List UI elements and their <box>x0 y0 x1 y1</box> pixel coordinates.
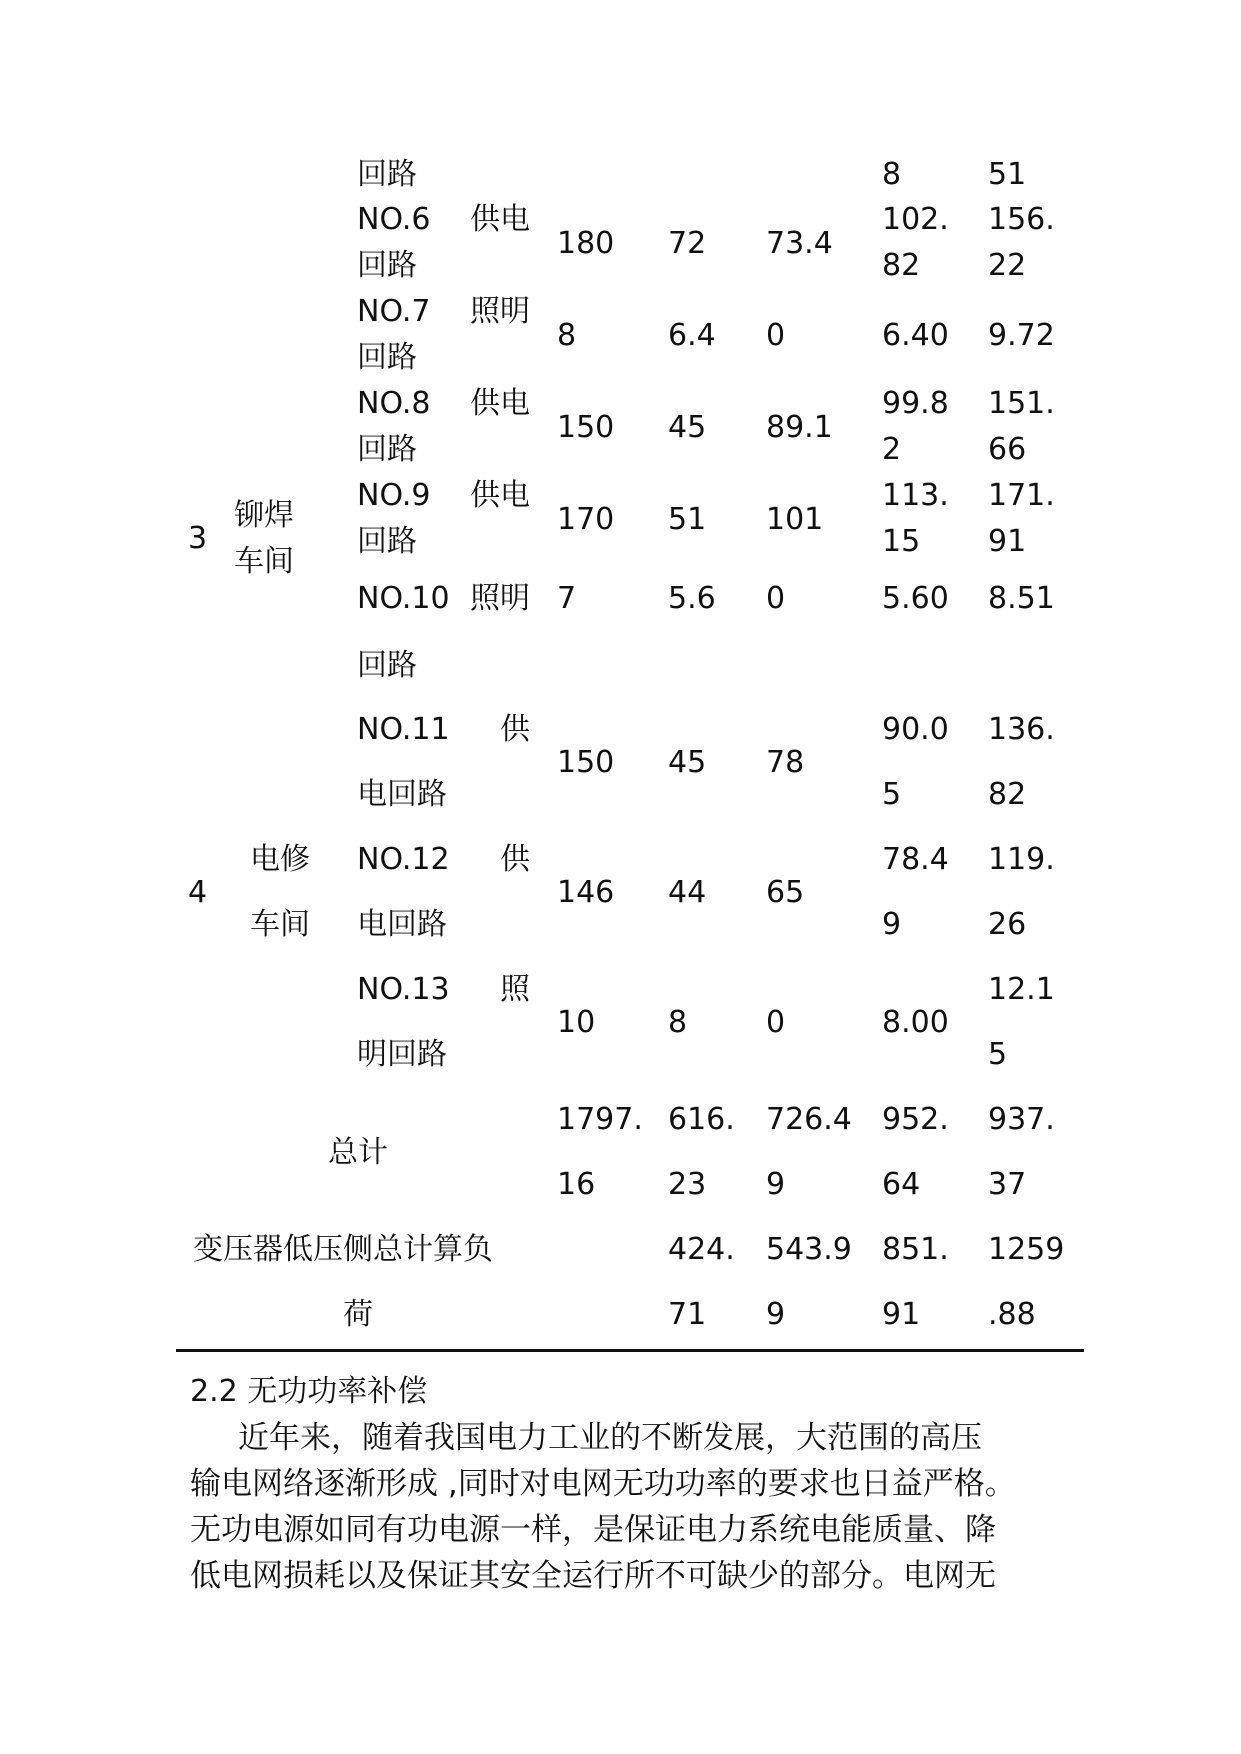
transformer-label-a: 变压器低压侧总计算负 <box>193 1232 493 1267</box>
total-c6b: 23 <box>668 1167 707 1202</box>
row-r10-c7: 0 <box>766 581 786 616</box>
total-label: 总计 <box>328 1135 388 1170</box>
row-r11-type: 供 <box>500 712 530 747</box>
row-r8-c5: 150 <box>557 410 615 445</box>
row-r13-c9b: 5 <box>988 1037 1008 1072</box>
total-c5a: 1797. <box>557 1102 643 1137</box>
paragraph-line: 无功电源如同有功电源一样，是保证电力系统电能质量、降 <box>190 1512 996 1548</box>
row-r6-circuit: NO.6 <box>357 202 431 237</box>
row-r11-c9a: 136. <box>988 712 1055 747</box>
transformer-label-b: 荷 <box>343 1297 373 1332</box>
transformer-c7a: 543.9 <box>766 1232 852 1267</box>
group4-name-a: 电修 <box>250 842 310 877</box>
row-r7-c6: 6.4 <box>668 318 716 353</box>
row-r7-circuit: NO.7 <box>357 294 431 329</box>
paragraph-line: 近年来，随着我国电力工业的不断发展，大范围的高压 <box>238 1420 982 1456</box>
row-r9-c9a: 171. <box>988 478 1055 513</box>
row-r7-c8a: 6.40 <box>882 318 949 353</box>
group3-name-b: 车间 <box>234 544 294 579</box>
row-r8-circuit: NO.8 <box>357 386 431 421</box>
row-r9-c6: 51 <box>668 502 707 537</box>
row-r12-c8b: 9 <box>882 907 902 942</box>
row-r6-c9a: 156. <box>988 202 1055 237</box>
total-c7a: 726.4 <box>766 1102 852 1137</box>
total-c9b: 37 <box>988 1167 1027 1202</box>
row-r12-c8a: 78.4 <box>882 842 949 877</box>
row-r11-c8b: 5 <box>882 777 902 812</box>
row-r5-value-a: 8 <box>882 157 902 192</box>
group3-number: 3 <box>188 521 208 556</box>
row-r12-c6: 44 <box>668 875 707 910</box>
row-r12-circuit-b: 电回路 <box>357 907 447 942</box>
row-r5-circuit-tail: 回路 <box>357 157 417 192</box>
row-r9-c5: 170 <box>557 502 615 537</box>
row-r13-c7: 0 <box>766 1005 786 1040</box>
transformer-c6a: 424. <box>668 1232 735 1267</box>
transformer-c9b: .88 <box>988 1297 1036 1332</box>
row-r8-c8a: 99.8 <box>882 386 949 421</box>
row-r6-type: 供电 <box>470 202 530 237</box>
row-r7-c9a: 9.72 <box>988 318 1055 353</box>
row-r6-c5: 180 <box>557 226 615 261</box>
row-r13-c5: 10 <box>557 1005 596 1040</box>
transformer-c9a: 1259 <box>988 1232 1065 1267</box>
row-r11-c9b: 82 <box>988 777 1027 812</box>
group3-name-a: 铆焊 <box>234 498 294 533</box>
row-r8-type: 供电 <box>470 386 530 421</box>
paragraph-line: 低电网损耗以及保证其安全运行所不可缺少的部分。电网无 <box>190 1558 996 1594</box>
row-r10-c5: 7 <box>557 581 577 616</box>
row-r8-circuit-b: 回路 <box>357 432 417 467</box>
row-r8-c7: 89.1 <box>766 410 833 445</box>
row-r10-c9a: 8.51 <box>988 581 1055 616</box>
row-r11-circuit-b: 电回路 <box>357 777 447 812</box>
transformer-c8a: 851. <box>882 1232 949 1267</box>
row-r11-c5: 150 <box>557 745 615 780</box>
row-r12-type: 供 <box>500 842 530 877</box>
row-r8-c9b: 66 <box>988 432 1027 467</box>
table-bottom-rule <box>176 1349 1084 1352</box>
row-r13-c9a: 12.1 <box>988 972 1055 1007</box>
row-r6-circuit-b: 回路 <box>357 248 417 283</box>
row-r9-c9b: 91 <box>988 524 1027 559</box>
row-r8-c9a: 151. <box>988 386 1055 421</box>
row-r11-c7: 78 <box>766 745 805 780</box>
row-r12-c5: 146 <box>557 875 615 910</box>
row-r7-c5: 8 <box>557 318 577 353</box>
row-r10-type: 照明 <box>470 581 530 616</box>
group4-number: 4 <box>188 875 208 910</box>
total-c9a: 937. <box>988 1102 1055 1137</box>
row-r11-circuit: NO.11 <box>357 712 450 747</box>
row-r6-c8a: 102. <box>882 202 949 237</box>
row-r13-circuit-b: 明回路 <box>357 1037 447 1072</box>
row-r9-c8a: 113. <box>882 478 949 513</box>
section-paragraph <box>190 1415 1080 1599</box>
row-r6-c8b: 82 <box>882 248 921 283</box>
row-r6-c9b: 22 <box>988 248 1027 283</box>
total-c7b: 9 <box>766 1167 786 1202</box>
row-r9-circuit-b: 回路 <box>357 524 417 559</box>
row-r9-c8b: 15 <box>882 524 921 559</box>
row-r7-circuit-b: 回路 <box>357 340 417 375</box>
total-c6a: 616. <box>668 1102 735 1137</box>
row-r12-c7: 65 <box>766 875 805 910</box>
row-r13-type: 照 <box>500 972 530 1007</box>
row-r7-c7: 0 <box>766 318 786 353</box>
row-r13-circuit: NO.13 <box>357 972 450 1007</box>
total-c8a: 952. <box>882 1102 949 1137</box>
row-r6-c7: 73.4 <box>766 226 833 261</box>
paragraph-line: 输电网络逐渐形成 ,同时对电网无功功率的要求也日益严格。 <box>190 1466 1016 1502</box>
row-r8-c6: 45 <box>668 410 707 445</box>
row-r8-c8b: 2 <box>882 432 902 467</box>
row-r11-c8a: 90.0 <box>882 712 949 747</box>
group4-name-b: 车间 <box>250 907 310 942</box>
transformer-c6b: 71 <box>668 1297 707 1332</box>
row-r13-c6: 8 <box>668 1005 688 1040</box>
transformer-c8b: 91 <box>882 1297 921 1332</box>
row-r10-circuit-b: 回路 <box>357 648 417 683</box>
row-r12-circuit: NO.12 <box>357 842 450 877</box>
row-r12-c9b: 26 <box>988 907 1027 942</box>
row-r9-c7: 101 <box>766 502 824 537</box>
row-r9-circuit: NO.9 <box>357 478 431 513</box>
row-r9-type: 供电 <box>470 478 530 513</box>
total-c5b: 16 <box>557 1167 596 1202</box>
row-r10-c8a: 5.60 <box>882 581 949 616</box>
row-r10-circuit: NO.10 <box>357 581 450 616</box>
row-r5-value-b: 51 <box>988 157 1027 192</box>
row-r11-c6: 45 <box>668 745 707 780</box>
row-r12-c9a: 119. <box>988 842 1055 877</box>
row-r7-type: 照明 <box>470 294 530 329</box>
row-r6-c6: 72 <box>668 226 707 261</box>
row-r13-c8a: 8.00 <box>882 1005 949 1040</box>
transformer-c7b: 9 <box>766 1297 786 1332</box>
section-heading: 2.2 无功功率补偿 <box>190 1374 428 1409</box>
total-c8b: 64 <box>882 1167 921 1202</box>
row-r10-c6: 5.6 <box>668 581 716 616</box>
